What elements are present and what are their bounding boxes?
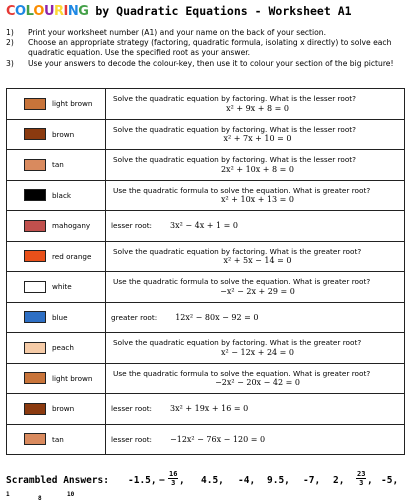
key-row: [7, 180, 405, 211]
logo-letter: N: [67, 4, 79, 19]
instruction-item: [6, 38, 404, 58]
key-row: [7, 363, 405, 394]
instruction-text: Print your worksheet number (A1) and your name on the back of your section.: [28, 28, 326, 37]
colour-cell: [7, 333, 106, 364]
logo-letter: C: [6, 4, 16, 19]
logo-letter: O: [15, 4, 26, 19]
colour-name: red orange: [52, 251, 92, 261]
colour-swatch: [24, 128, 46, 140]
root-label: greater root:: [111, 312, 158, 322]
key-row: [7, 333, 405, 364]
fraction-sign: −: [159, 475, 165, 486]
question-cell: [106, 424, 405, 455]
key-row: [7, 241, 405, 272]
question-prompt: Solve the quadratic equation by factoring. What is the lesser root?: [113, 94, 357, 104]
key-row: [7, 211, 405, 242]
colour-cell: [7, 180, 106, 211]
scrambled-answers: [6, 470, 406, 500]
question-cell: [106, 333, 405, 364]
colour-cell: [7, 424, 106, 455]
colour-swatch: [24, 403, 46, 415]
question-prompt: Solve the quadratic equation by factoring. What is the greater root?: [113, 338, 362, 348]
colour-cell: [7, 211, 106, 242]
question-cell: [106, 302, 405, 333]
quadratic-equation: −x² − 2x + 29 = 0: [220, 286, 295, 296]
colour-cell: [7, 119, 106, 150]
question-cell: [106, 180, 405, 211]
colour-key-table: [6, 88, 405, 455]
colour-name: light brown: [52, 99, 93, 109]
colouring-logo: [6, 4, 88, 19]
quadratic-equation: −12x² − 76x − 120 = 0: [170, 434, 266, 444]
question-prompt: Use the quadratic formula to solve the equation. What is greater root?: [113, 277, 371, 287]
quadratic-equation: 12x² − 80x − 92 = 0: [175, 312, 259, 322]
key-row: [7, 150, 405, 181]
key-row: [7, 272, 405, 303]
instruction-item: [6, 59, 404, 69]
question-cell: [106, 211, 405, 242]
question-prompt: Solve the quadratic equation by factoring. What is the lesser root?: [113, 124, 357, 134]
instruction-number: 2): [6, 38, 14, 48]
colour-swatch: [24, 281, 46, 293]
colour-swatch: [24, 98, 46, 110]
quadratic-equation: 3x² + 19x + 16 = 0: [170, 404, 249, 413]
quadratic-equation: x² + 5x − 14 = 0: [223, 256, 292, 266]
colour-cell: [7, 363, 106, 394]
quadratic-equation: x² − 12x + 24 = 0: [220, 347, 295, 357]
logo-letter: G: [78, 4, 89, 19]
quadratic-equation: −2x² − 20x − 42 = 0: [215, 378, 300, 388]
scrambled-answer: -7,: [303, 475, 321, 486]
colour-name: tan: [52, 434, 64, 444]
instruction-text: Choose an appropriate strategy (factoring, quadratic formula, isolating x directly) to solve each quadratic equation. Use the specified root as your answer.: [28, 38, 392, 58]
question-prompt: Solve the quadratic equation by factoring. What is the lesser root?: [113, 155, 357, 165]
logo-letter: I: [63, 4, 68, 19]
colour-cell: [7, 89, 106, 120]
fraction-numerator: 16: [169, 470, 178, 478]
colour-cell: [7, 150, 106, 181]
colour-cell: [7, 302, 106, 333]
colour-swatch: [24, 433, 46, 445]
quadratic-equation: x² + 9x + 8 = 0: [226, 103, 289, 113]
root-label: lesser root:: [111, 221, 153, 230]
key-row: [7, 302, 405, 333]
instruction-number: 1): [6, 28, 14, 37]
scrambled-answer: -5,: [381, 475, 399, 486]
quadratic-equation: 2x² + 10x + 8 = 0: [220, 164, 295, 174]
question-cell: [106, 89, 405, 120]
root-label: lesser root:: [111, 434, 153, 444]
scrambled-answer: -1.5,: [128, 475, 157, 486]
question-cell: [106, 394, 405, 425]
stray-digit: 10: [67, 491, 75, 498]
colour-swatch: [24, 220, 46, 232]
stray-digit: 1: [6, 491, 10, 498]
quadratic-equation: x² + 10x + 13 = 0: [220, 195, 295, 205]
colour-name: peach: [52, 343, 74, 353]
scrambled-answers-label: Scrambled Answers:: [6, 475, 109, 486]
key-row: [7, 119, 405, 150]
fraction-denominator: 3: [171, 479, 176, 487]
colour-name: tan: [52, 160, 64, 170]
question-cell: [106, 363, 405, 394]
key-row: [7, 394, 405, 425]
scrambled-answer: 4.5,: [201, 475, 224, 486]
scrambled-answer: 2,: [333, 475, 345, 486]
colour-cell: [7, 272, 106, 303]
colour-name: mahogany: [52, 221, 91, 231]
key-row: [7, 89, 405, 120]
fraction-numerator: 23: [357, 470, 366, 478]
question-prompt: Solve the quadratic equation by factoring. What is the greater root?: [113, 246, 362, 256]
logo-letter: L: [25, 4, 34, 19]
fraction-comma: ,: [367, 475, 373, 486]
colour-name: white: [52, 282, 72, 292]
colour-cell: [7, 394, 106, 425]
fraction-comma: ,: [179, 475, 185, 486]
colour-name: light brown: [52, 373, 93, 383]
instruction-text: Use your answers to decode the colour-key, then use it to colour your section of the big picture!: [28, 58, 394, 68]
colour-swatch: [24, 250, 46, 262]
colour-name: brown: [52, 129, 75, 139]
key-row: [7, 424, 405, 455]
instructions-list: [6, 28, 404, 69]
instruction-number: 3): [6, 58, 14, 68]
stray-digit: 8: [38, 495, 42, 502]
logo-letter: R: [54, 4, 64, 19]
colour-swatch: [24, 311, 46, 323]
scrambled-answer: 9.5,: [267, 475, 290, 486]
question-cell: [106, 119, 405, 150]
logo-letter: U: [43, 4, 55, 19]
fraction-denominator: 3: [359, 479, 364, 487]
scrambled-answer: -4,: [238, 475, 256, 486]
scrambled-fraction: [168, 470, 178, 487]
quadratic-equation: x² + 7x + 10 = 0: [223, 134, 292, 144]
colour-name: black: [52, 190, 72, 200]
root-label: lesser root:: [111, 404, 153, 413]
worksheet-title: [6, 3, 406, 19]
scrambled-fraction: [356, 470, 366, 487]
logo-letter: O: [33, 4, 44, 19]
instruction-item: [6, 28, 404, 38]
colour-swatch: [24, 189, 46, 201]
quadratic-equation: 3x² − 4x + 1 = 0: [170, 221, 238, 230]
colour-name: blue: [52, 312, 68, 322]
question-cell: [106, 150, 405, 181]
colour-name: brown: [52, 404, 75, 414]
question-cell: [106, 241, 405, 272]
colour-swatch: [24, 372, 46, 384]
question-prompt: Use the quadratic formula to solve the equation. What is greater root?: [113, 185, 371, 195]
colour-swatch: [24, 342, 46, 354]
colour-swatch: [24, 159, 46, 171]
title-text: by Quadratic Equations - Worksheet A1: [88, 4, 352, 18]
colour-cell: [7, 241, 106, 272]
question-cell: [106, 272, 405, 303]
question-prompt: Use the quadratic formula to solve the equation. What is greater root?: [113, 368, 371, 378]
